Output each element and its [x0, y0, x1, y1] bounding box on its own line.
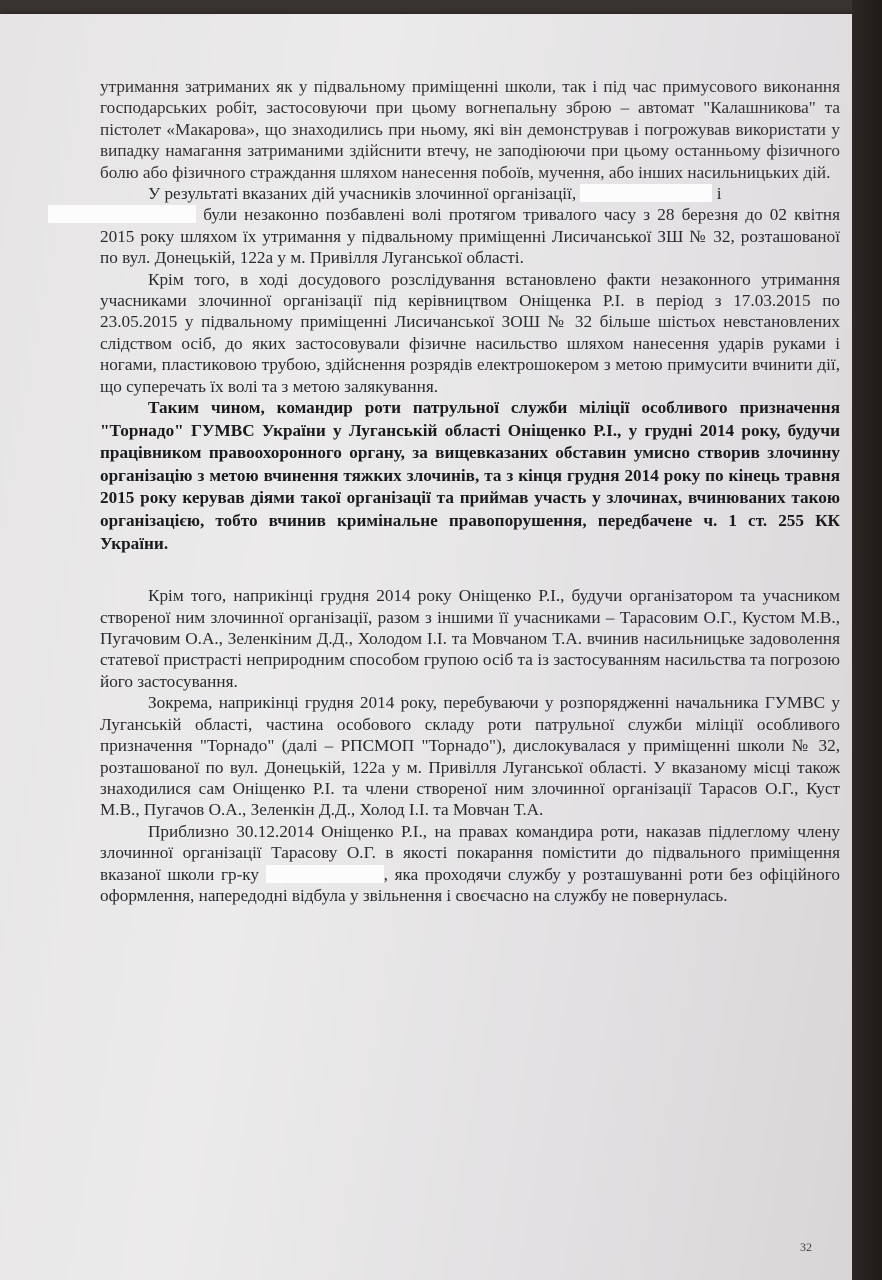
- background-edge: [852, 0, 882, 1280]
- redaction-box: [48, 205, 196, 223]
- paragraph-result-start: У результаті вказаних дій учасників злочинної організації,: [148, 184, 577, 204]
- paragraph-result: [100, 183, 840, 269]
- paragraph-result-conj: і: [716, 184, 722, 204]
- paragraph-order-start: Приблизно 30.12.2014 Оніщенко Р.І., на правах командира роти, наказав підлеглому члену злочинної організації Тарасову О.Г. в якості покарання помістити до підвального приміщення вказаної школи гр-ку: [100, 821, 840, 884]
- paragraph-detention: утримання затриманих як у підвальному приміщенні школи, так і під час примусового виконання господарських робіт, застосовуючи при цьому вогнепальну зброю – автомат "Калашникова" та пістолет «Макарова», що знаходились при ньому, які він демонстрував і погрожував використати у випадку намагання затриманими здійснити втечу, не заподіюючи при цьому останньому фізичного болю або фізичного страждання шляхом нанесення побоїв, мучення, або інших насильницьких дій.: [100, 77, 840, 182]
- paragraph-december: Крім того, наприкінці грудня 2014 року Оніщенко Р.І., будучи організатором та учасником створеної ним злочинної організації, разом з іншими її учасниками – Тарасовим О.Г., Кустом М.В., Пугачовим О.А., Зеленкіним Д.Д., Холодом І.І. та Мовчаном Т.А. вчинив насильницьке задоволення статевої пристрасті неприродним способом групою осіб та із застосуванням насильства та погрозою його застосування.: [100, 586, 840, 691]
- paragraph-result-end: були незаконно позбавлені волі протягом тривалого часу з 28 березня до 02 квітня 2015 року шляхом їх утримання у підвальному приміщенні Лисичанської ЗШ № 32, розташованої по вул. Донецькій, 122а у м. Привілля Луганської області.: [100, 205, 840, 268]
- page-number: 32: [800, 1240, 812, 1254]
- redaction-box: [580, 184, 712, 202]
- redaction-box: [266, 865, 384, 883]
- paragraph-investigation: Крім того, в ході досудового розслідування встановлено факти незаконного утримання учасниками злочинної організації під керівництвом Оніщенка Р.І. в період з 17.03.2015 по 23.05.2015 у підвальному приміщенні Лисичанської ЗОШ № 32 більше шістьох невстановлених слідством осіб, до яких застосовували фізичне насильство шляхом нанесення ударів руками і ногами, пластиковою трубою, здійснення розрядів електрошокером з метою примусити вчинити дії, що суперечать їх волі та з метою залякування.: [100, 269, 840, 396]
- paragraph-location: Зокрема, наприкінці грудня 2014 року, перебуваючи у розпорядженні начальника ГУМВС у Луганській області, частина особового складу роти патрульної служби міліції особливого призначення "Торнадо" (далі – РПСМОП "Торнадо"), дислокувалася у приміщенні школи № 32, розташованої по вул. Донецькій, 122а у м. Привілля Луганської області. У вказаному місці також знаходилися сам Оніщенко Р.І. та члени створеної ним злочинної організації Тарасов О.Г., Куст М.В., Пугачов О.А., Зеленкін Д.Д., Холод І.І. та Мовчан Т.А.: [100, 693, 840, 820]
- document-body: [100, 76, 840, 906]
- paragraph-order-end: , яка проходячи службу у розташуванні роти без офіційного оформлення, напередодні відбула у звільнення і своєчасно на службу не повернулась.: [100, 864, 840, 905]
- paragraph-order: [100, 821, 840, 907]
- paragraph-conclusion: Таким чином, командир роти патрульної служби міліції особливого призначення "Торнадо" ГУМВС України у Луганській області Оніщенко Р.І., у грудні 2014 року, будучи працівником правоохоронного органу, за вищевказаних обставин умисно створив злочинну організацію з метою вчинення тяжких злочинів, та з кінця грудня 2014 року по кінець травня 2015 року керував діями такої організації та приймав участь у злочинах, вчинюваних такою організацією, тобто вчинив кримінальне правопорушення, передбачене ч. 1 ст. 255 КК України.: [100, 398, 840, 553]
